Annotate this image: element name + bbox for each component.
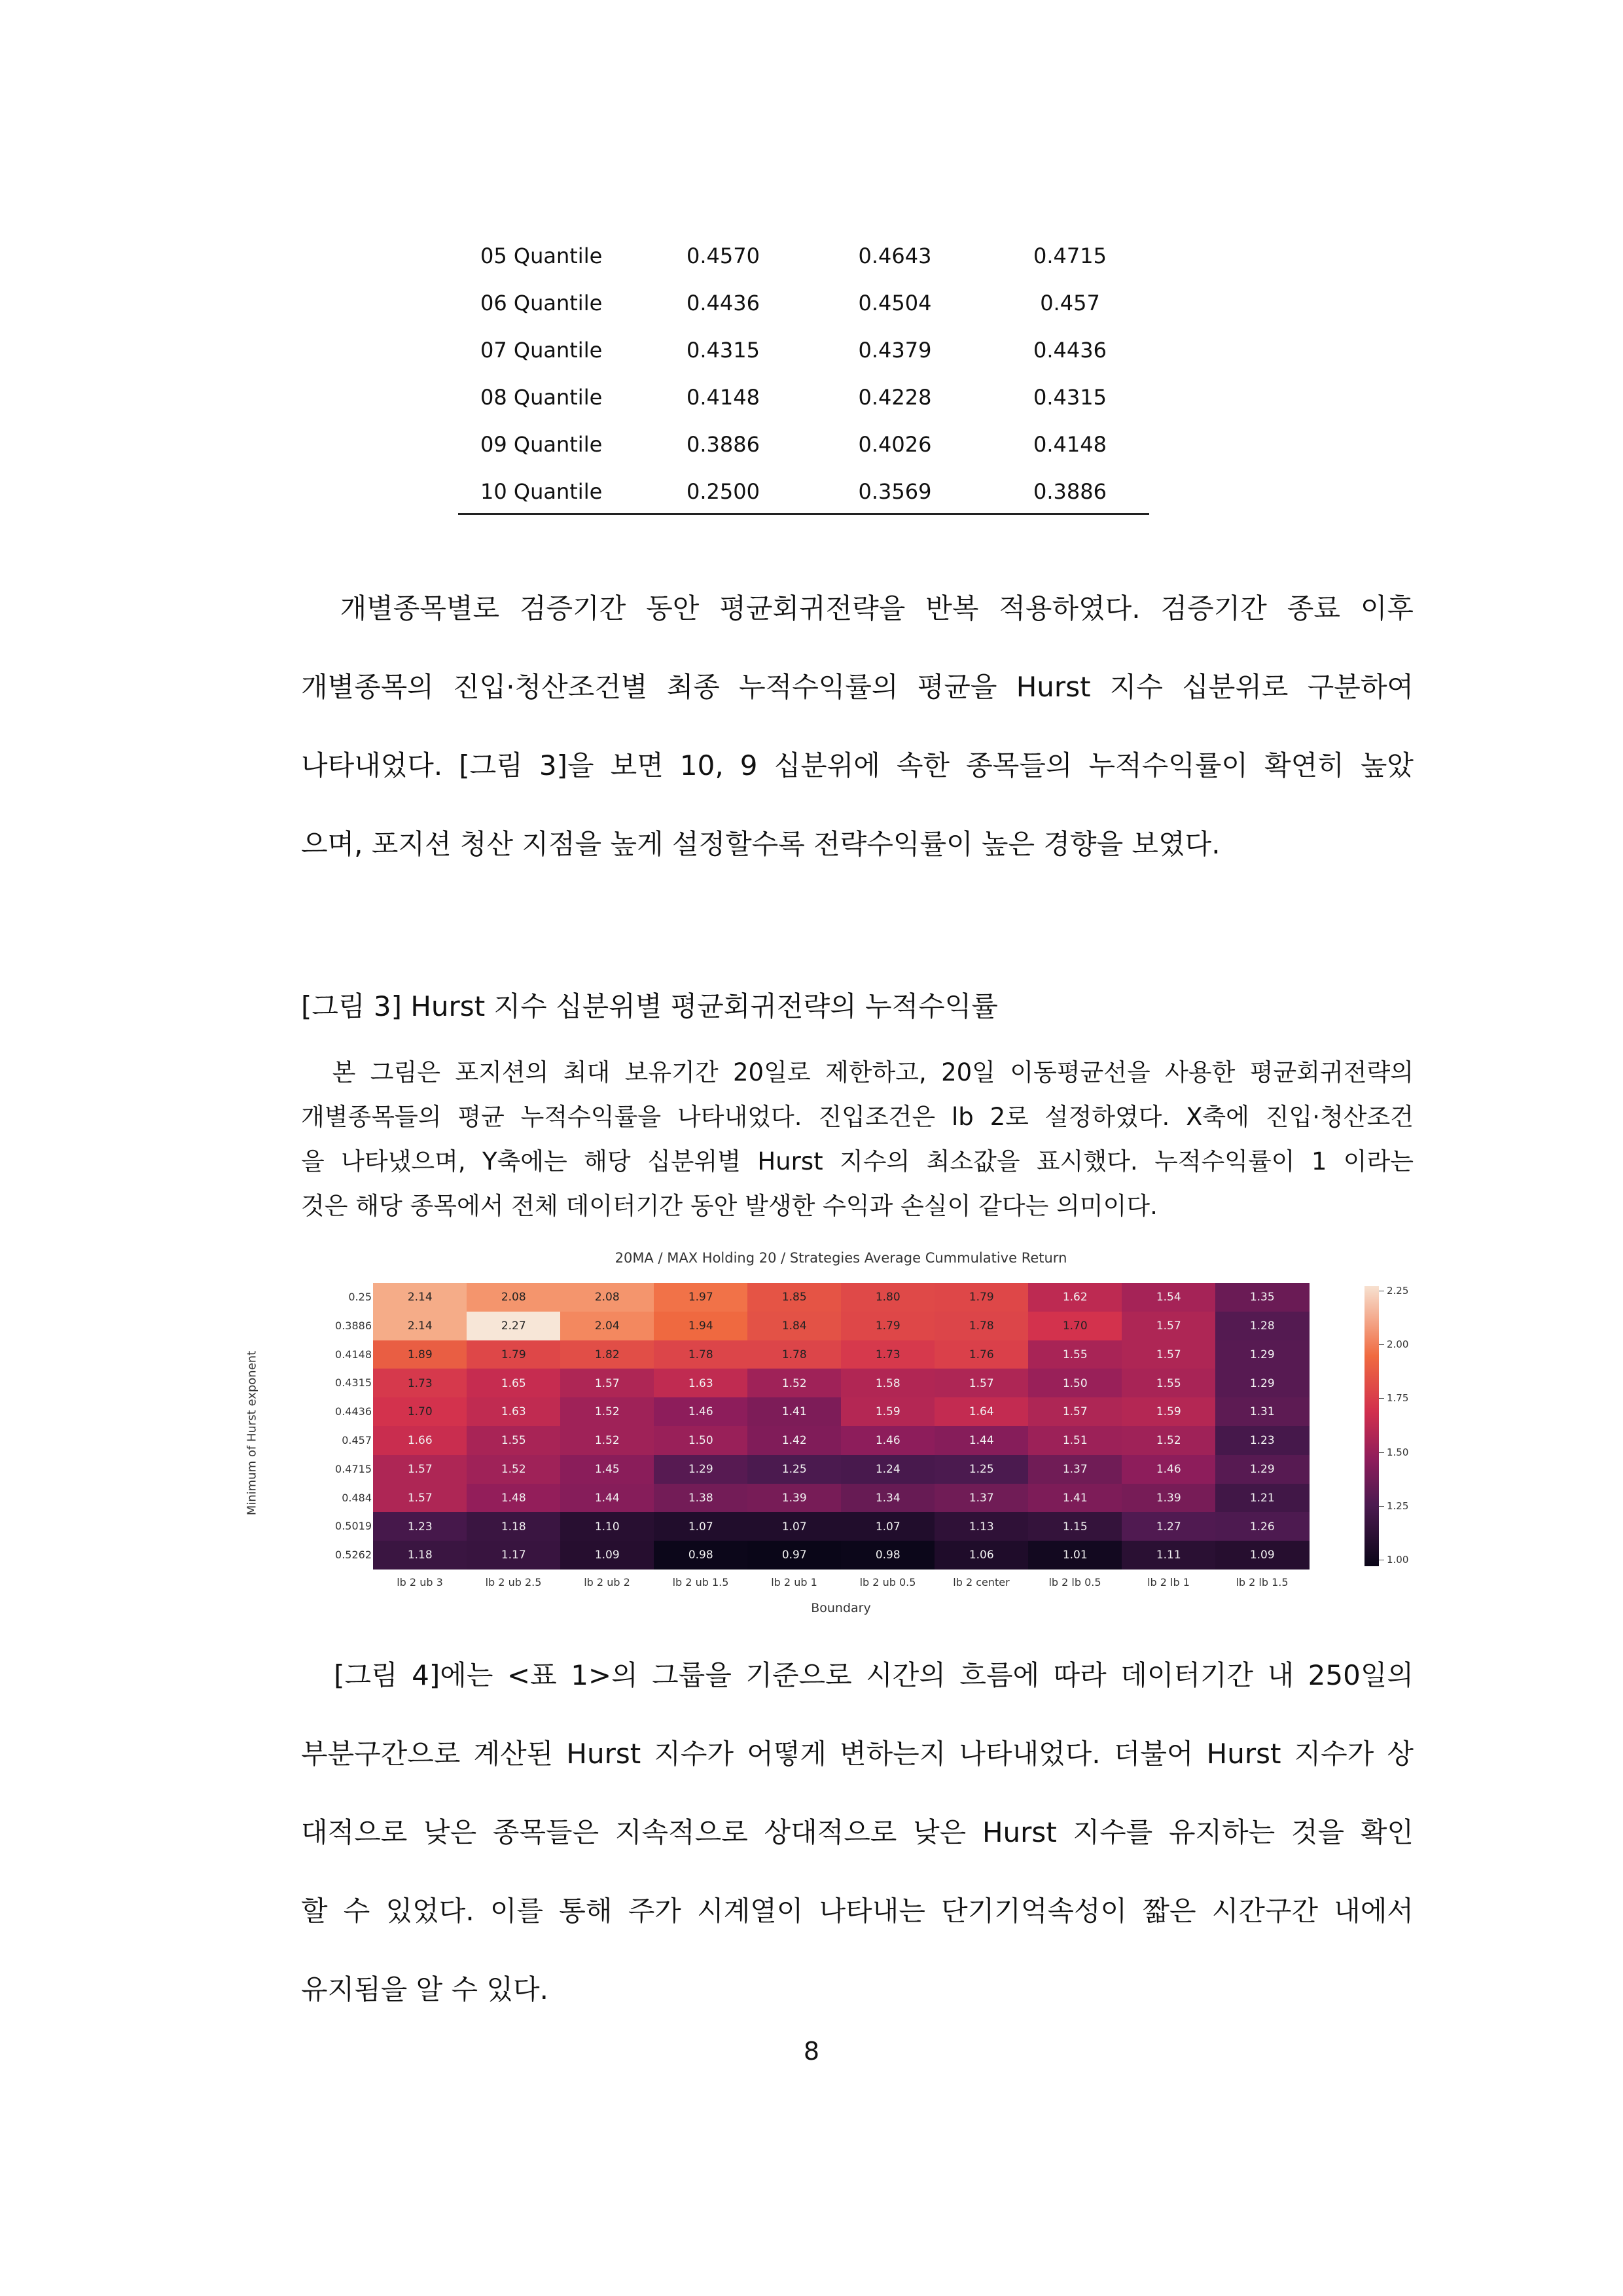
table-cell: 0.4436 (1033, 338, 1107, 363)
heatmap-grid (373, 1283, 1309, 1570)
heatmap-cell: 1.48 (467, 1484, 561, 1513)
heatmap-cell: 1.50 (1028, 1369, 1122, 1397)
x-tick-label: lb 2 ub 3 (397, 1576, 443, 1588)
x-tick-label: lb 2 lb 1 (1147, 1576, 1190, 1588)
figure-caption: [그림 3] Hurst 지수 십분위별 평균회귀전략의 누적수익률 (301, 990, 998, 1022)
heatmap-cell: 1.34 (841, 1484, 935, 1513)
heatmap-cell: 1.46 (841, 1426, 935, 1455)
table-cell: 0.4026 (858, 432, 932, 457)
heatmap-cell: 1.17 (467, 1541, 561, 1570)
heatmap-cell: 1.01 (1028, 1541, 1122, 1570)
heatmap-cell: 2.08 (467, 1283, 561, 1312)
row-label: 09 Quantile (480, 432, 603, 457)
table-row (458, 468, 1149, 515)
quantile-table (458, 232, 1149, 515)
paragraph-line: 나타내었다. [그림 3]을 보면 10, 9 십분위에 속한 종목들의 누적수익률이 확연히 높았 (301, 749, 1414, 781)
heatmap-cell: 1.52 (1122, 1426, 1216, 1455)
table-cell: 0.4228 (858, 385, 932, 410)
heatmap-cell: 1.26 (1215, 1512, 1310, 1541)
heatmap-cell: 1.55 (467, 1426, 561, 1455)
table-cell: 0.4715 (1033, 243, 1107, 268)
heatmap-cell: 1.46 (654, 1397, 748, 1426)
colorbar (1364, 1286, 1379, 1566)
heatmap-cell: 1.57 (935, 1369, 1029, 1397)
heatmap-cell: 1.29 (654, 1455, 748, 1484)
heatmap-cell: 1.31 (1215, 1397, 1310, 1426)
y-tick-label: 0.457 (342, 1433, 372, 1446)
heatmap-cell: 1.70 (373, 1397, 467, 1426)
table-cell: 0.4379 (858, 338, 932, 363)
heatmap-cell: 1.29 (1215, 1369, 1310, 1397)
table-cell: 0.3886 (687, 432, 760, 457)
heatmap-cell: 1.38 (654, 1484, 748, 1513)
paragraph-line: 부분구간으로 계산된 Hurst 지수가 어떻게 변하는지 나타내었다. 더불어 Hurst 지수가 상 (301, 1738, 1414, 1770)
y-axis-label: Minimum of Hurst exponent (245, 1350, 259, 1516)
page-number: 8 (803, 2037, 820, 2066)
heatmap-cell: 1.28 (1215, 1312, 1310, 1340)
colorbar-tick-label: 1.00 (1387, 1554, 1409, 1566)
heatmap-cell: 1.06 (935, 1541, 1029, 1570)
description-line: 본 그림은 포지션의 최대 보유기간 20일로 제한하고, 20일 이동평균선을 사용한 평균회귀전략의 (301, 1058, 1414, 1086)
paragraph-line: 개별종목별로 검증기간 동안 평균회귀전략을 반복 적용하였다. 검증기간 종료 이후 (301, 592, 1414, 624)
table-cell: 0.3569 (858, 479, 932, 504)
heatmap-cell: 1.57 (560, 1369, 654, 1397)
colorbar-tick-mark (1379, 1452, 1384, 1453)
heatmap-cell: 1.51 (1028, 1426, 1122, 1455)
heatmap-cell: 2.14 (373, 1312, 467, 1340)
heatmap-cell: 1.65 (467, 1369, 561, 1397)
heatmap-cell: 1.57 (1122, 1340, 1216, 1369)
heatmap-cell: 1.07 (747, 1512, 842, 1541)
table-bottom-rule (458, 513, 1149, 515)
heatmap-cell: 1.07 (841, 1512, 935, 1541)
table-cell: 0.2500 (687, 479, 760, 504)
heatmap-cell: 1.52 (560, 1426, 654, 1455)
y-tick-label: 0.4436 (335, 1405, 372, 1418)
heatmap-cell: 0.98 (654, 1541, 748, 1570)
heatmap-cell: 1.21 (1215, 1484, 1310, 1513)
heatmap-cell: 1.79 (841, 1312, 935, 1340)
x-tick-label: lb 2 ub 2 (584, 1576, 630, 1588)
heatmap-cell: 1.29 (1215, 1455, 1310, 1484)
heatmap-cell: 1.52 (467, 1455, 561, 1484)
heatmap-cell: 2.27 (467, 1312, 561, 1340)
heatmap-cell: 1.79 (935, 1283, 1029, 1312)
heatmap-cell: 1.57 (1122, 1312, 1216, 1340)
heatmap-cell: 1.39 (1122, 1484, 1216, 1513)
heatmap-cell: 1.76 (935, 1340, 1029, 1369)
heatmap-cell: 1.11 (1122, 1541, 1216, 1570)
y-tick-label: 0.4148 (335, 1348, 372, 1361)
heatmap-cell: 1.79 (467, 1340, 561, 1369)
table-cell: 0.4643 (858, 243, 932, 268)
paragraph-line: [그림 4]에는 <표 1>의 그룹을 기준으로 시간의 흐름에 따라 데이터기간 내 250일의 (301, 1659, 1414, 1691)
colorbar-tick-label: 1.50 (1387, 1446, 1409, 1458)
x-tick-label: lb 2 lb 1.5 (1236, 1576, 1289, 1588)
table-cell: 0.4504 (858, 291, 932, 315)
heatmap-cell: 1.54 (1122, 1283, 1216, 1312)
x-axis-label: Boundary (811, 1601, 871, 1615)
heatmap-cell: 1.94 (654, 1312, 748, 1340)
x-tick-label: lb 2 center (953, 1576, 1010, 1588)
heatmap-cell: 1.84 (747, 1312, 842, 1340)
y-tick-label: 0.484 (342, 1491, 372, 1504)
heatmap-cell: 1.10 (560, 1512, 654, 1541)
heatmap-cell: 1.78 (654, 1340, 748, 1369)
heatmap-cell: 1.82 (560, 1340, 654, 1369)
paragraph-line: 으며, 포지션 청산 지점을 높게 설정할수록 전략수익률이 높은 경향을 보였다. (301, 828, 1221, 860)
y-tick-label: 0.5019 (335, 1520, 372, 1533)
heatmap-cell: 1.35 (1215, 1283, 1310, 1312)
colorbar-tick-mark (1379, 1398, 1384, 1399)
heatmap-cell: 1.80 (841, 1283, 935, 1312)
heatmap-cell: 1.64 (935, 1397, 1029, 1426)
heatmap-cell: 1.63 (654, 1369, 748, 1397)
heatmap-cell: 1.59 (1122, 1397, 1216, 1426)
table-cell: 0.4315 (687, 338, 760, 363)
y-tick-label: 0.3886 (335, 1319, 372, 1332)
body-paragraph-2 (301, 1636, 1414, 2029)
y-tick-label: 0.4715 (335, 1462, 372, 1475)
heatmap-cell: 1.23 (1215, 1426, 1310, 1455)
heatmap-cell: 1.97 (654, 1283, 748, 1312)
y-tick-label: 0.5262 (335, 1549, 372, 1562)
heatmap-cell: 1.63 (467, 1397, 561, 1426)
heatmap-cell: 1.44 (935, 1426, 1029, 1455)
colorbar-tick-label: 1.25 (1387, 1499, 1409, 1512)
heatmap-cell: 1.09 (1215, 1541, 1310, 1570)
heatmap-cell: 2.04 (560, 1312, 654, 1340)
heatmap-cell: 1.55 (1028, 1340, 1122, 1369)
heatmap-cell: 1.15 (1028, 1512, 1122, 1541)
chart-title: 20MA / MAX Holding 20 / Strategies Average Cummulative Return (615, 1250, 1067, 1266)
heatmap-cell: 1.46 (1122, 1455, 1216, 1484)
heatmap-cell: 1.41 (1028, 1484, 1122, 1513)
heatmap-cell: 1.29 (1215, 1340, 1310, 1369)
heatmap-cell: 1.73 (373, 1369, 467, 1397)
paragraph-line: 유지됨을 알 수 있다. (301, 1973, 548, 2005)
paragraph-line: 대적으로 낮은 종목들은 지속적으로 상대적으로 낮은 Hurst 지수를 유지하는 것을 확인 (301, 1816, 1414, 1848)
heatmap-cell: 1.50 (654, 1426, 748, 1455)
y-tick-label: 0.4315 (335, 1376, 372, 1390)
heatmap-cell: 1.37 (935, 1484, 1029, 1513)
row-label: 07 Quantile (480, 338, 603, 363)
table-cell: 0.4315 (1033, 385, 1107, 410)
table-row (458, 374, 1149, 421)
body-paragraph-1 (301, 569, 1414, 884)
x-tick-label: lb 2 lb 0.5 (1048, 1576, 1101, 1588)
description-line: 을 나타냈으며, Y축에는 해당 십분위별 Hurst 지수의 최소값을 표시했다. 누적수익률이 1 이라는 (301, 1147, 1414, 1175)
heatmap-cell: 2.08 (560, 1283, 654, 1312)
heatmap-cell: 1.09 (560, 1541, 654, 1570)
x-tick-label: lb 2 ub 2.5 (485, 1576, 542, 1588)
heatmap-cell: 1.89 (373, 1340, 467, 1369)
colorbar-tick-label: 2.25 (1387, 1284, 1409, 1297)
heatmap-cell: 1.55 (1122, 1369, 1216, 1397)
description-line: 개별종목들의 평균 누적수익률을 나타내었다. 진입조건은 lb 2로 설정하였다. X축에 진입·청산조건 (301, 1103, 1414, 1131)
heatmap-cell: 0.97 (747, 1541, 842, 1570)
heatmap-cell: 1.62 (1028, 1283, 1122, 1312)
x-tick-label: lb 2 ub 1 (771, 1576, 817, 1588)
heatmap-cell: 1.44 (560, 1484, 654, 1513)
heatmap-cell: 1.25 (935, 1455, 1029, 1484)
heatmap-cell: 1.78 (935, 1312, 1029, 1340)
table-cell: 0.3886 (1033, 479, 1107, 504)
colorbar-tick-mark (1379, 1506, 1384, 1507)
heatmap-cell: 1.58 (841, 1369, 935, 1397)
heatmap-cell: 1.25 (747, 1455, 842, 1484)
table-cell: 0.4148 (687, 385, 760, 410)
row-label: 10 Quantile (480, 479, 603, 504)
paragraph-line: 개별종목의 진입·청산조건별 최종 누적수익률의 평균을 Hurst 지수 십분위로 구분하여 (301, 671, 1414, 703)
heatmap-cell: 1.41 (747, 1397, 842, 1426)
heatmap-cell: 1.73 (841, 1340, 935, 1369)
colorbar-tick-label: 1.75 (1387, 1392, 1409, 1405)
heatmap-cell: 1.13 (935, 1512, 1029, 1541)
heatmap-cell: 1.23 (373, 1512, 467, 1541)
heatmap-cell: 1.18 (373, 1541, 467, 1570)
x-tick-label: lb 2 ub 1.5 (672, 1576, 729, 1588)
paragraph-line: 할 수 있었다. 이를 통해 주가 시계열이 나타내는 단기기억속성이 짧은 시간구간 내에서 (301, 1895, 1414, 1927)
description-line: 것은 해당 종목에서 전체 데이터기간 동안 발생한 수익과 손실이 같다는 의미이다. (301, 1192, 1158, 1220)
heatmap-cell: 0.98 (841, 1541, 935, 1570)
figure-description (301, 1050, 1414, 1229)
heatmap-cell: 1.45 (560, 1455, 654, 1484)
table-cell: 0.457 (1040, 291, 1100, 315)
heatmap-cell: 1.52 (560, 1397, 654, 1426)
colorbar-tick-mark (1379, 1344, 1384, 1345)
heatmap-cell: 1.66 (373, 1426, 467, 1455)
table-row (458, 279, 1149, 327)
y-tick-label: 0.25 (348, 1290, 372, 1303)
heatmap-cell: 1.57 (373, 1455, 467, 1484)
table-row (458, 232, 1149, 279)
table-row (458, 421, 1149, 468)
table-cell: 0.4148 (1033, 432, 1107, 457)
heatmap-cell: 1.18 (467, 1512, 561, 1541)
row-label: 06 Quantile (480, 291, 603, 315)
heatmap-cell: 1.59 (841, 1397, 935, 1426)
heatmap-cell: 1.70 (1028, 1312, 1122, 1340)
heatmap-cell: 1.07 (654, 1512, 748, 1541)
table-cell: 0.4570 (687, 243, 760, 268)
heatmap-cell: 1.27 (1122, 1512, 1216, 1541)
table-row (458, 327, 1149, 374)
heatmap-cell: 1.57 (1028, 1397, 1122, 1426)
table-cell: 0.4436 (687, 291, 760, 315)
row-label: 08 Quantile (480, 385, 603, 410)
heatmap-cell: 1.24 (841, 1455, 935, 1484)
heatmap-cell: 1.78 (747, 1340, 842, 1369)
heatmap-cell: 1.52 (747, 1369, 842, 1397)
heatmap-cell: 1.39 (747, 1484, 842, 1513)
heatmap-cell: 1.42 (747, 1426, 842, 1455)
heatmap-cell: 1.37 (1028, 1455, 1122, 1484)
heatmap-cell: 2.14 (373, 1283, 467, 1312)
colorbar-tick-label: 2.00 (1387, 1338, 1409, 1350)
x-tick-label: lb 2 ub 0.5 (859, 1576, 916, 1588)
heatmap-cell: 1.85 (747, 1283, 842, 1312)
row-label: 05 Quantile (480, 243, 603, 268)
heatmap-cell: 1.57 (373, 1484, 467, 1513)
